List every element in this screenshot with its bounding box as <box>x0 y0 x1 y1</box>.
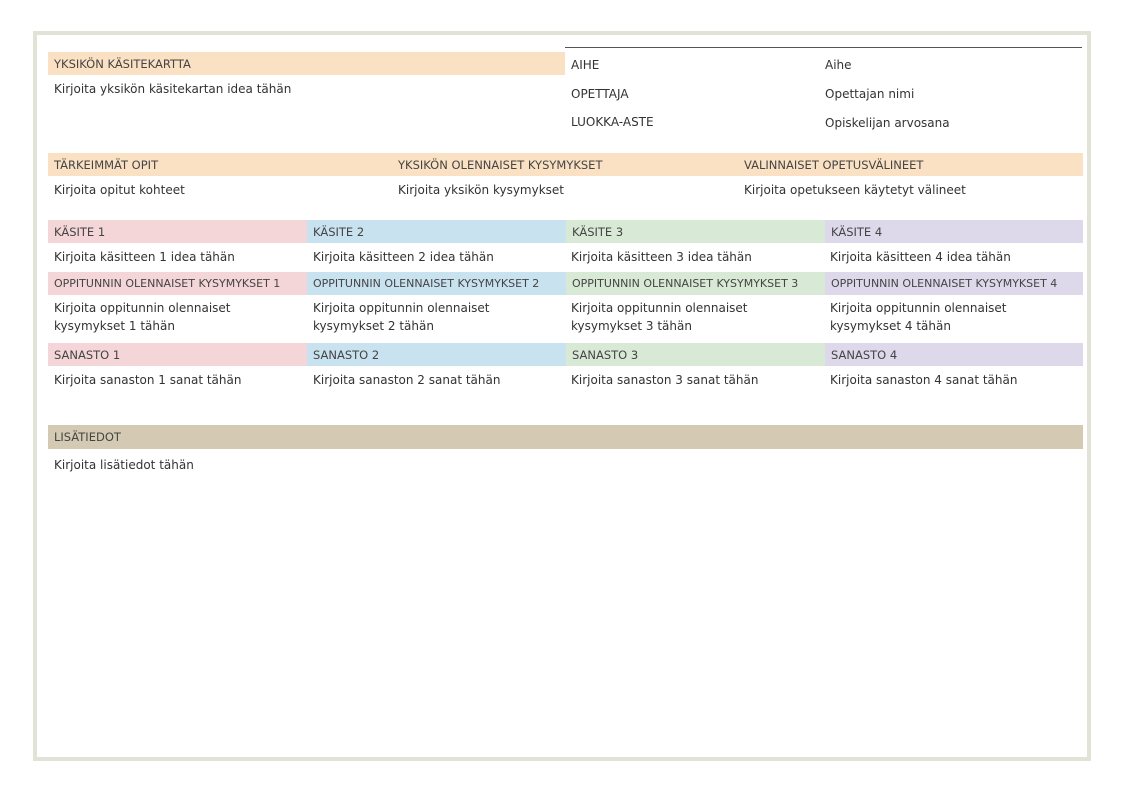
key-learnings-title: TÄRKEIMMÄT OPIT <box>54 157 159 172</box>
key-learnings-text[interactable]: Kirjoita opitut kohteet <box>54 183 185 197</box>
info-label-topic: AIHE <box>571 58 600 72</box>
concept-3-questions-text[interactable]: Kirjoita oppitunnin olennaiset kysymykset 3 tähän <box>571 301 748 333</box>
unit-map-title: YKSIKÖN KÄSITEKARTTA <box>48 52 565 75</box>
concept-1-title: KÄSITE 1 <box>48 220 307 243</box>
page-frame <box>33 31 1091 761</box>
unit-essential-questions-title: YKSIKÖN OLENNAISET KYSYMYKSET <box>398 157 603 172</box>
info-value-grade[interactable]: Opiskelijan arvosana <box>825 116 950 130</box>
concept-2-title: KÄSITE 2 <box>307 220 566 243</box>
info-value-topic[interactable]: Aihe <box>825 58 852 72</box>
vocabulary-2-text[interactable]: Kirjoita sanaston 2 sanat tähän <box>313 373 501 387</box>
info-top-rule <box>565 47 1082 48</box>
unit-essential-questions-text[interactable]: Kirjoita yksikön kysymykset <box>398 183 564 197</box>
concept-2-questions-title: OPPITUNNIN OLENNAISET KYSYMYKSET 2 <box>307 272 566 295</box>
info-label-teacher: OPETTAJA <box>571 87 629 101</box>
concept-4-title: KÄSITE 4 <box>825 220 1083 243</box>
concept-1-questions-text[interactable]: Kirjoita oppitunnin olennaiset kysymykset 1 tähän <box>54 301 231 333</box>
concept-4-questions-title: OPPITUNNIN OLENNAISET KYSYMYKSET 4 <box>825 272 1083 295</box>
vocabulary-3-title: SANASTO 3 <box>566 343 825 366</box>
optional-materials-text[interactable]: Kirjoita opetukseen käytetyt välineet <box>744 183 966 197</box>
concept-1-questions-title: OPPITUNNIN OLENNAISET KYSYMYKSET 1 <box>48 272 307 295</box>
notes-title: LISÄTIEDOT <box>48 425 1083 449</box>
concept-4-questions-text[interactable]: Kirjoita oppitunnin olennaiset kysymykset 4 tähän <box>830 301 1007 333</box>
vocabulary-1-title: SANASTO 1 <box>48 343 307 366</box>
vocabulary-2-title: SANASTO 2 <box>307 343 566 366</box>
concept-3-text[interactable]: Kirjoita käsitteen 3 idea tähän <box>571 250 752 264</box>
concept-3-questions-title: OPPITUNNIN OLENNAISET KYSYMYKSET 3 <box>566 272 825 295</box>
notes-placeholder[interactable]: Kirjoita lisätiedot tähän <box>54 458 194 472</box>
info-label-grade: LUOKKA-ASTE <box>571 115 654 129</box>
concept-2-text[interactable]: Kirjoita käsitteen 2 idea tähän <box>313 250 494 264</box>
unit-map-placeholder[interactable]: Kirjoita yksikön käsitekartan idea tähän <box>54 82 292 96</box>
concept-2-questions-text[interactable]: Kirjoita oppitunnin olennaiset kysymykset 2 tähän <box>313 301 490 333</box>
vocabulary-4-text[interactable]: Kirjoita sanaston 4 sanat tähän <box>830 373 1018 387</box>
concept-3-title: KÄSITE 3 <box>566 220 825 243</box>
vocabulary-4-title: SANASTO 4 <box>825 343 1083 366</box>
concept-4-text[interactable]: Kirjoita käsitteen 4 idea tähän <box>830 250 1011 264</box>
vocabulary-1-text[interactable]: Kirjoita sanaston 1 sanat tähän <box>54 373 242 387</box>
optional-materials-title: VALINNAISET OPETUSVÄLINEET <box>744 157 924 172</box>
vocabulary-3-text[interactable]: Kirjoita sanaston 3 sanat tähän <box>571 373 759 387</box>
info-value-teacher[interactable]: Opettajan nimi <box>825 87 915 101</box>
concept-1-text[interactable]: Kirjoita käsitteen 1 idea tähän <box>54 250 235 264</box>
